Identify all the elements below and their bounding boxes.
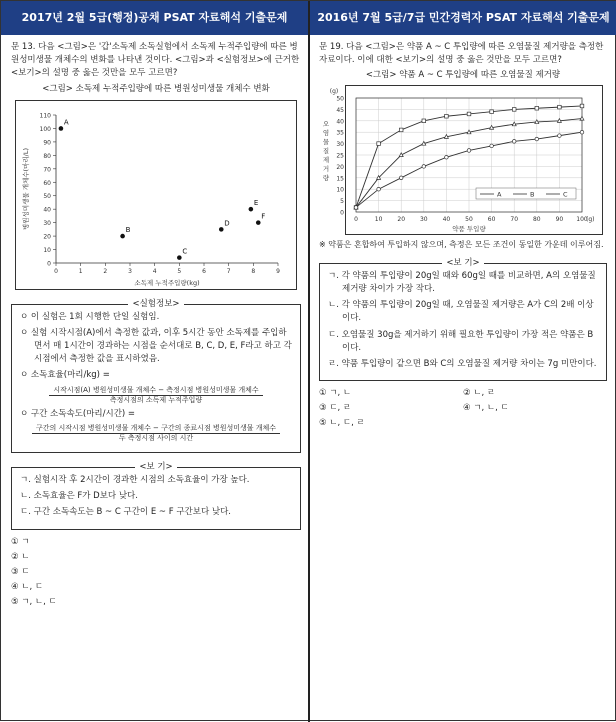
y-axis-label-char: 량 xyxy=(322,173,330,182)
y-tick-label: 0 xyxy=(47,260,51,268)
left-bogi-title: <보 기> xyxy=(135,462,176,472)
data-point-C xyxy=(377,187,381,191)
y-tick-label: 70 xyxy=(43,166,51,174)
y-axis-label-char: 물 xyxy=(322,137,330,146)
left-bogi-item: ㄴ. 소독효율은 F가 D보다 낮다. xyxy=(20,491,138,502)
right-bogi-box xyxy=(319,257,607,381)
y-tick-label: 0 xyxy=(340,209,344,217)
left-chart-frame xyxy=(15,100,297,290)
y-axis-label-char: 제 xyxy=(322,155,330,164)
legend-box xyxy=(476,188,576,199)
right-note: ※ 약품은 혼합하여 투입하지 않으며, 측정은 모든 조건이 동일한 가운데 이루어짐. xyxy=(319,239,604,249)
data-point-C xyxy=(354,205,358,209)
x-tick-label: 0 xyxy=(54,267,58,275)
data-point-C xyxy=(580,130,584,134)
left-figure-title: <그림> 소독제 누적주입량에 따른 병원성미생물 개체수 변화 xyxy=(42,83,270,94)
data-point xyxy=(177,255,182,260)
data-point-A xyxy=(467,112,471,116)
right-choice-4[interactable]: ④ ㄱ, ㄴ, ㄷ xyxy=(463,403,509,414)
right-chart-frame xyxy=(322,85,603,235)
data-point xyxy=(249,207,254,212)
right-line-chart xyxy=(346,86,602,234)
right-chart-y-axis-labels xyxy=(320,86,346,236)
x-unit: (g) xyxy=(586,215,595,223)
efficiency-formula-denominator: 측정시점의 소독제 누적주입량 xyxy=(109,395,203,404)
y-tick-label: 50 xyxy=(336,95,344,103)
x-tick-label: 8 xyxy=(251,267,256,275)
x-tick-label: 3 xyxy=(128,267,132,275)
point-label: C xyxy=(182,247,188,256)
y-axis-label-char: 거 xyxy=(322,164,330,173)
left-header: 2017년 2월 5급(행정)공채 PSAT 자료해석 기출문제 xyxy=(1,1,308,35)
data-point-C xyxy=(445,155,449,159)
right-choices xyxy=(319,387,607,431)
column-divider xyxy=(308,1,310,722)
data-point-C xyxy=(490,144,494,148)
x-axis-label: 약품 투입량 xyxy=(452,224,486,233)
y-tick-label: 25 xyxy=(336,152,344,160)
left-column xyxy=(11,41,301,611)
x-tick-label: 20 xyxy=(397,215,406,223)
y-tick-label: 20 xyxy=(336,163,344,171)
experiment-info-box xyxy=(11,298,301,453)
y-tick-label: 10 xyxy=(336,186,344,194)
data-point-A xyxy=(377,141,381,145)
right-choice-2[interactable]: ② ㄴ, ㄹ xyxy=(463,388,496,399)
y-unit: (g) xyxy=(329,87,339,95)
y-axis-label-char: 오 xyxy=(322,119,330,128)
x-axis-label: 소독제 누적주입량(kg) xyxy=(134,278,200,287)
x-tick-label: 90 xyxy=(555,215,564,223)
x-tick-label: 9 xyxy=(276,267,280,275)
data-point-C xyxy=(467,148,471,152)
x-tick-label: 100 xyxy=(576,215,588,223)
info-item-3: ㅇ 소독효율(마리/kg) = xyxy=(20,370,110,381)
data-point xyxy=(59,126,64,131)
x-tick-label: 70 xyxy=(510,215,519,223)
y-tick-label: 35 xyxy=(336,129,344,137)
x-tick-label: 5 xyxy=(177,267,182,275)
y-axis-label: 병원성미생물 개체수(마리/L) xyxy=(22,147,30,230)
x-tick-label: 10 xyxy=(374,215,383,223)
y-tick-label: 50 xyxy=(43,192,51,200)
x-tick-label: 50 xyxy=(465,215,473,223)
left-choice-5[interactable]: ⑤ ㄱ, ㄴ, ㄷ xyxy=(11,597,57,608)
y-tick-label: 40 xyxy=(43,206,51,214)
info-item-2: ㅇ 실험 시작시점(A)에서 측정한 값과, 이후 5시간 동안 소독제를 주입하면서 매 1시간이 경과하는 시점을 순서대로 B, C, D, E, F라고 하고 각 시점에서 측정한 값을 표시하였음. xyxy=(20,327,292,365)
x-tick-label: 0 xyxy=(354,215,358,223)
point-label: E xyxy=(253,198,259,207)
data-point xyxy=(120,233,125,238)
left-choice-2[interactable]: ② ㄴ xyxy=(11,551,30,562)
legend-label-B: B xyxy=(530,190,535,199)
data-point-A xyxy=(558,105,562,109)
right-bogi-item: ㄹ. 약품 투입량이 같으면 B와 C의 오염물질 제거량 차이는 7g 미만이다. xyxy=(328,358,597,369)
right-bogi-item: ㄱ. 각 약품의 투입량이 20g일 때와 60g일 때를 비교하면, A의 오염물질 제거량 차이가 가장 작다. xyxy=(328,270,596,295)
x-tick-label: 40 xyxy=(442,215,451,223)
data-point-C xyxy=(512,139,516,143)
info-item-1: ㅇ 이 실험은 1회 시행한 단일 실험임. xyxy=(20,311,160,322)
info-box-title: <실험정보> xyxy=(128,299,183,309)
right-choice-1[interactable]: ① ㄱ, ㄴ xyxy=(319,388,352,399)
x-tick-label: 4 xyxy=(152,267,157,275)
x-tick-label: 7 xyxy=(226,267,231,275)
efficiency-formula-numerator: 시작시점(A) 병원성미생물 개체수 − 측정시점 병원성미생물 개체수 xyxy=(49,386,262,396)
right-bogi-item: ㄴ. 각 약품의 투입량이 20g일 때, 오염물질 제거량은 A가 C의 2배 이상이다. xyxy=(328,300,594,324)
x-tick-label: 30 xyxy=(419,215,428,223)
y-tick-label: 5 xyxy=(340,197,344,205)
data-point-A xyxy=(422,119,426,123)
y-tick-label: 40 xyxy=(336,117,344,125)
right-bogi-item: ㄷ. 오염물질 30g을 제거하기 위해 필요한 투입량이 가장 적은 약품은 B이다. xyxy=(328,329,594,353)
right-bogi-title: <보 기> xyxy=(442,258,483,268)
left-choice-4[interactable]: ④ ㄴ, ㄷ xyxy=(11,582,44,593)
y-tick-label: 45 xyxy=(336,106,344,114)
left-bogi-box xyxy=(11,462,301,530)
point-label: F xyxy=(261,212,266,221)
legend-label-A: A xyxy=(497,190,502,199)
right-column xyxy=(319,41,607,431)
speed-formula-denominator: 두 측정시점 사이의 시간 xyxy=(118,434,194,442)
y-tick-label: 30 xyxy=(336,140,344,148)
point-label: D xyxy=(224,219,230,228)
left-question-text: 문 13. 다음 <그림>은 '갑'소독제 소독실험에서 소독제 누적주입량에 따른 병원성미생물 개체수의 변화를 나타낸 것이다. <그림>과 <실험정보>에 근거한 <보기>의 설명 중 옳은 것만을 모두 고르면? xyxy=(11,42,300,79)
y-axis-label-char: 염 xyxy=(322,128,330,137)
y-tick-label: 30 xyxy=(43,219,51,227)
data-point-A xyxy=(399,128,403,132)
data-point-A xyxy=(445,114,449,118)
y-tick-label: 15 xyxy=(336,174,344,182)
data-point-A xyxy=(535,106,539,110)
speed-formula-numerator: 구간의 시작시점 병원성미생물 개체수 − 구간의 종료시점 병원성미생물 개체수 xyxy=(32,424,280,434)
left-scatter-chart xyxy=(16,101,296,289)
data-point xyxy=(219,227,224,232)
left-choice-1[interactable]: ① ㄱ xyxy=(11,536,30,547)
y-tick-label: 10 xyxy=(43,246,51,254)
data-point-C xyxy=(535,137,539,141)
left-bogi-item: ㄱ. 실험시작 후 2시간이 경과한 시점의 소독효율이 가장 높다. xyxy=(20,475,250,486)
y-tick-label: 100 xyxy=(39,125,51,133)
data-point-C xyxy=(558,133,562,137)
right-header: 2016년 7월 5급/7급 민간경력자 PSAT 자료해석 기출문제 xyxy=(310,1,616,35)
data-point xyxy=(256,220,261,225)
y-axis-label-char: 질 xyxy=(322,146,330,155)
x-tick-label: 80 xyxy=(532,215,541,223)
data-point-C xyxy=(399,176,403,180)
point-label: B xyxy=(125,225,131,234)
y-tick-label: 110 xyxy=(39,112,51,120)
right-question-text: 문 19. 다음 <그림>은 약품 A ~ C 투입량에 따른 오염물질 제거량을 측정한 자료이다. 이에 대한 <보기>의 설명 중 옳은 것만을 모두 고르면? xyxy=(319,42,604,66)
left-bogi-item: ㄷ. 구간 소독속도는 B ~ C 구간이 E ~ F 구간보다 낮다. xyxy=(20,507,231,518)
right-choice-3[interactable]: ③ ㄷ, ㄹ xyxy=(319,403,352,414)
x-tick-label: 6 xyxy=(202,267,206,275)
x-tick-label: 1 xyxy=(78,267,83,275)
y-tick-label: 60 xyxy=(43,179,51,187)
speed-formula xyxy=(20,424,292,443)
efficiency-formula xyxy=(20,386,292,405)
left-choice-3[interactable]: ③ ㄷ xyxy=(11,566,30,577)
x-tick-label: 60 xyxy=(487,215,496,223)
point-label: A xyxy=(63,118,69,127)
data-point-A xyxy=(580,104,584,108)
right-choice-5[interactable]: ⑤ ㄴ, ㄷ, ㄹ xyxy=(319,418,365,429)
right-figure-title: <그림> 약품 A ~ C 투입량에 따른 오염물질 제거량 xyxy=(365,70,561,81)
legend-label-C: C xyxy=(563,190,568,199)
y-tick-label: 90 xyxy=(43,139,51,147)
left-choices xyxy=(11,536,301,610)
y-tick-label: 20 xyxy=(43,233,51,241)
x-tick-label: 2 xyxy=(103,267,108,275)
info-item-4: ㅇ 구간 소독속도(마리/시간) = xyxy=(20,408,136,419)
data-point-C xyxy=(422,164,426,168)
y-tick-label: 80 xyxy=(43,152,51,160)
data-point-A xyxy=(512,107,516,111)
data-point-A xyxy=(490,109,494,113)
